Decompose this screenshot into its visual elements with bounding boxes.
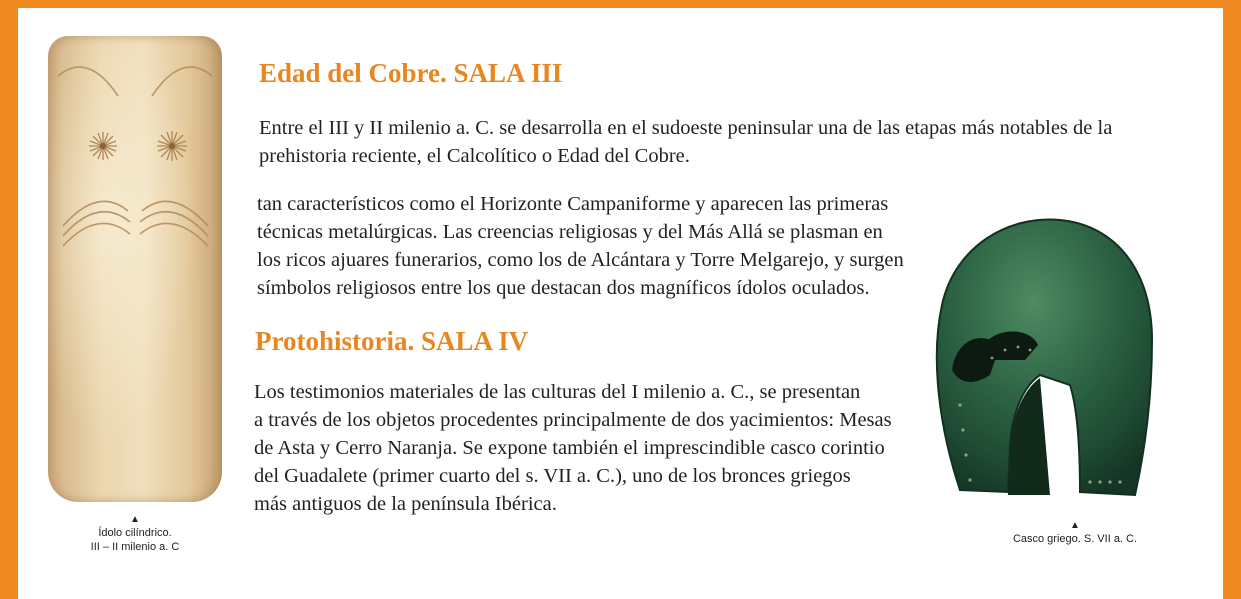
cylindrical-idol-image — [48, 36, 222, 502]
proto-body-line2: a través de los objetos procedentes principalmente de dos yacimientos: Mesas — [254, 409, 892, 431]
proto-body-line5: más antiguos de la península Ibérica. — [254, 493, 557, 515]
copper-intro-line2: prehistoria reciente, el Calcolítico o Edad del Cobre. — [259, 145, 690, 167]
caption-marker-icon: ▲ — [1070, 520, 1080, 531]
copper-body-line3: los ricos ajuares funerarios, como los de Alcántara y Torre Melgarejo, y surgen — [257, 249, 904, 271]
copper-intro-line1: Entre el III y II milenio a. C. se desarrolla en el sudoeste peninsular una de las etapas más notables de la — [259, 117, 1113, 139]
orange-frame-top — [0, 0, 1241, 8]
copper-intro — [259, 114, 1209, 170]
corinthian-helmet-image — [930, 210, 1154, 504]
section-title-proto: Protohistoria. SALA IV — [255, 326, 529, 356]
copper-body-line2: técnicas metalúrgicas. Las creencias religiosas y del Más Allá se plasman en — [257, 221, 883, 243]
helmet-caption-line1: Casco griego. S. VII a. C. — [1012, 533, 1138, 545]
proto-body — [254, 378, 924, 518]
orange-frame-right — [1223, 0, 1241, 599]
proto-body-line4: del Guadalete (primer cuarto del s. VII a. C.), uno de los bronces griegos — [254, 465, 851, 487]
idol-carving-icon — [48, 36, 222, 502]
idol-caption-line1: Ídolo cilíndrico. — [98, 527, 172, 539]
idol-caption — [70, 514, 200, 554]
proto-body-line1: Los testimonios materiales de las culturas del I milenio a. C., se presentan — [254, 381, 861, 403]
copper-body-line4: símbolos religiosos entre los que destacan dos magníficos ídolos oculados. — [257, 277, 870, 299]
section-title-copper: Edad del Cobre. SALA III — [259, 58, 563, 88]
idol-caption-line2: III – II milenio a. C — [90, 541, 180, 553]
orange-frame-left — [0, 0, 18, 599]
proto-body-line3: de Asta y Cerro Naranja. Se expone también el imprescindible casco corintio — [254, 437, 885, 459]
copper-body — [257, 190, 927, 302]
helmet-caption — [960, 520, 1190, 546]
caption-marker-icon: ▲ — [130, 514, 140, 525]
copper-body-line1: tan característicos como el Horizonte Campaniforme y aparecen las primeras — [257, 193, 889, 215]
